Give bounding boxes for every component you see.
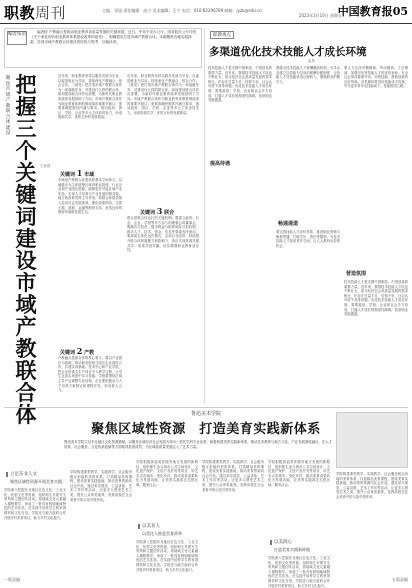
- bottom-col5b: 学院深入挖掘东北地区红色文化、工业文化、民俗文化等资源，组织师生开展写生采风和主题创作活动，将地域文化元素融入课程教学，形成了一批具有鲜明地域特色的艺术作品，在实践中培养学生的家国情怀和文化自信。学院还与地方政府合作开展乡村美育项目，助力乡村文化振兴。: [268, 556, 330, 588]
- keyword2-text: 产教融合是联合体的核心要义。要以产业园区为基础，推动职业院校与园区企业深度合作，共建实训基地、技术中心和产业学院，把企业的真实生产项目引入教学过程，让学生在真实场景中学习技能。学校要围绕区域主导产业调整专业结构，企业要积极参与人才培养方案制定和课程开发，形成育人合力。: [58, 356, 122, 393]
- masthead-date: 2023年3月10日 星期五: [298, 13, 342, 18]
- right-article-col3: 要大力弘扬劳模精神、劳动精神、工匠精神，加强对优秀技能人才的宣传表彰，在全社会形成尊重劳动、崇尚技能、鼓励创新的良好风尚。各类媒体要讲好技能成才故事，引导更多青年走技能成才、技能报国之路。: [344, 66, 408, 89]
- keyword1-heading: 关键词 1 市域: [60, 168, 95, 178]
- bottom-section2-label: 以美育人: [138, 524, 160, 529]
- bottom-section3-sub: 打造美育实践新阵地: [274, 547, 310, 552]
- section-title: 职教周刊: [4, 4, 67, 22]
- bottom-section1-label: 立足东北人文: [6, 472, 37, 477]
- bottom-col2: 学院构建课堂教学、实践教学、社会服务相互衔接的美育体系，打造精品美育课程，建设美育实践基地，推动美育资源向社会开放。通过举办展览、公益讲座、艺术工作坊等活动，让更多人感受艺术之美，提升公众审美素养，发挥高校在社会美育中的示范引领作用。: [70, 470, 132, 502]
- feature-intro: 近年来，职业教育坚持以服务发展为宗旨、以促进就业为导向，持续深化产教融合、校企合作。《意见》把打造市域产教联合体作为一项战略任务，对建设什么样的联合体、如何建设联合体作出部署，为新时代职业教育改革发展指明了方向。市域产教联合体作为职业教育体制机制改革的重要突破口，需要准确把握其内涵与要求，推动政府、园区、学校、企业等多元主体协同发力，形成资源共享、优势互补的发展格局。: [58, 74, 122, 120]
- bottom-photo: [336, 412, 408, 468]
- bottom-section1-sub: 聚焦区域性资源开展美育实践: [10, 479, 62, 484]
- column-divider: [204, 28, 205, 404]
- keyword2-heading: 关键词 2 产教: [60, 346, 95, 356]
- right-article-col3b: 技术技能人才是支撑中国制造、中国创造的重要力量。近年来，我国技术技能人才队伍不断壮大，但与经济社会高质量发展的需求相比，仍存在总量不足、结构不优、社会认可度不高等问题。优化技术技能人才成长环境，需要政府、学校、企业和社会多方协同，打通人才成长的制度性障碍，拓宽职业发展通道。: [344, 280, 408, 317]
- bottom-col1: 学院深入挖掘东北地区红色文化、工业文化、民俗文化等资源，组织师生开展写生采风和主题创作活动，将地域文化元素融入课程教学，形成了一批具有鲜明地域特色的艺术作品，在实践中培养学生的家国情怀和文化自信。学院还与地方政府合作开展乡村美育项目，助力乡村文化振兴。: [4, 488, 66, 520]
- keyword3-text: 联合是联合体运行的关键机制。要建立政府、行业、企业、学校等多方参与的理事会或董事会，明确各方权责，健全利益分配和风险分担机制，推动人才、技术、资金、信息等要素有序流动。要探索实体化运作模式，以项目为纽带，持续提升联合体的凝聚力和影响力，真正实现资源共建共享、成果共创共赢，切实增强职业教育适应性。: [127, 216, 199, 253]
- keyword3-heading: 关键词 3 联合: [140, 206, 175, 216]
- feature-vertical-tag: 聚焦市域产教联合体建设: [5, 76, 11, 136]
- right-article-col2b: 要完善技能人才评价体系，推进职业资格与职称贯通，打破学历、资历等限制，为技术技能人才拓宽晋升空间，让人人都有出彩的机会。: [276, 230, 340, 248]
- bottom-col6: 学院构建课堂教学、实践教学、社会服务相互衔接的美育体系，打造精品美育课程，建设美育实践基地，推动美育资源向社会开放。通过举办展览、公益讲座、艺术工作坊等活动，让更多人感受艺术之美，提升公众审美素养，发挥高校在社会美育中的示范引领作用。: [336, 472, 408, 499]
- masthead-meta: 主编：邓旭 责任编辑：高宁 美术编辑：王宁 电话：010-82296789 邮箱：jyzk@edu.cn: [102, 8, 262, 13]
- bottom-col5: 学院积极探索美育服务地方发展的新路径，组织师生参与城市公共空间设计、文化遗产保护、文创产品开发等项目，用艺术点亮城市、美化乡村，推动美育成果转化为发展动能，让美育实践真正扎根区域、服务社会。: [268, 460, 330, 487]
- right-article-tag: 职教视点: [210, 31, 234, 39]
- section-divider: [4, 407, 408, 408]
- right-article-col2: 要健全技术技能人才薪酬激励机制，引导企业建立以技能为导向的薪酬分配制度，让技能人才凭技能获得合理收入，增强职业的吸引力。: [276, 66, 340, 84]
- right-article-col1: 技术技能人才是支撑中国制造、中国创造的重要力量。近年来，我国技术技能人才队伍不断壮大，但与经济社会高质量发展的需求相比，仍存在总量不足、结构不优、社会认可度不高等问题。优化技术技能人才成长环境，需要政府、学校、企业和社会多方协同，打通人才成长的制度性障碍，拓宽职业发展通道。: [208, 66, 272, 103]
- right-article-headline: 多渠道优化技术技能人才成长环境: [209, 46, 367, 58]
- right-article-author: 赵彤: [308, 59, 315, 63]
- bottom-col3: 学院积极探索美育服务地方发展的新路径，组织师生参与城市公共空间设计、文化遗产保护、文创产品开发等项目，用艺术点亮城市、美化乡村，推动美育成果转化为发展动能，让美育实践真正扎根区域、服务社会。: [136, 460, 198, 487]
- right-subhead-1: 提高待遇: [210, 161, 231, 167]
- bottom-col3b: 学院深入挖掘东北地区红色文化、工业文化、民俗文化等资源，组织师生开展写生采风和主题创作活动，将地域文化元素融入课程教学，形成了一批具有鲜明地域特色的艺术作品，在实践中培养学生的家国情怀和文化自信。学院还与地方政府合作开展乡村美育项目，助力乡村文化振兴。: [136, 540, 198, 572]
- feature-column-2: 近年来，职业教育坚持以服务发展为宗旨、以促进就业为导向，持续深化产教融合、校企合作。《意见》把打造市域产教联合体作为一项战略任务，对建设什么样的联合体、如何建设联合体作出部署，为新时代职业教育改革发展指明了方向。市域产教联合体作为职业教育体制机制改革的重要突破口，需要准确把握其内涵与要求，推动政府、园区、学校、企业等多元主体协同发力，形成资源共享、优势互补的发展格局。: [127, 74, 199, 115]
- editor-note-text: 编者按 产教融合是推动职业教育高质量发展的关键举措。近日，中共中央办公厅、国务院办公厅印发《关于深化现代职业教育体系建设改革的意见》，明确提出打造市域产教联合体。本版聚焦各地实践探索，呈现市域产教联合体建设的经验与思考，以飨读者。: [30, 30, 197, 44]
- bottom-section2-sub: 以美化人推进美育改革: [142, 531, 182, 536]
- right-subhead-2: 畅通通道: [278, 221, 299, 227]
- right-subhead-3: 营造氛围: [346, 271, 367, 277]
- editor-note-tag: 编者按语: [7, 31, 27, 45]
- footer-right: 五版责编: [392, 577, 408, 582]
- bottom-intro: 鲁迅美术学院立足东北地区文化资源禀赋，以服务区域经济社会发展为导向，依托学科专业优势，积极构建美育实践新体系，推动艺术教育与地方文化、产业发展深度融合，在人才培养、社会服务、文化传承创新等方面取得显著成效，为区域高质量发展注入了艺术力量。: [64, 440, 332, 449]
- bottom-col4: 学院构建课堂教学、实践教学、社会服务相互衔接的美育体系，打造精品美育课程，建设美育实践基地，推动美育资源向社会开放。通过举办展览、公益讲座、艺术工作坊等活动，让更多人感受艺术之美，提升公众审美素养，发挥高校在社会美育中的示范引领作用。: [202, 460, 264, 492]
- masthead-paper: 中国教育报05: [337, 5, 408, 18]
- feature-author: 王新波: [40, 164, 51, 168]
- keyword1-text: 市域是产教联合体建设的基本空间单元。以地级市为主体统筹区域内职业院校、行业企业和产业园区资源，能够更好对接区域产业布局，实现人才培养与产业发展同频共振。地方政府要发挥主导作用，将联合体建设纳入经济社会发展规划，强化政策供给，完善土地、财税、金融等配套支持，营造良好的制度环境和发展生态。: [58, 178, 122, 215]
- bottom-headline: 聚焦区域性资源 打造美育实践新体系: [91, 422, 321, 437]
- bottom-section3-label: 以美润心: [270, 540, 292, 545]
- feature-vertical-title: 把握三个关键词建设市域产教联合体: [15, 72, 37, 427]
- bottom-kicker: 鲁迅美术学院: [190, 411, 221, 417]
- footer-left: 一版责编: [4, 577, 20, 582]
